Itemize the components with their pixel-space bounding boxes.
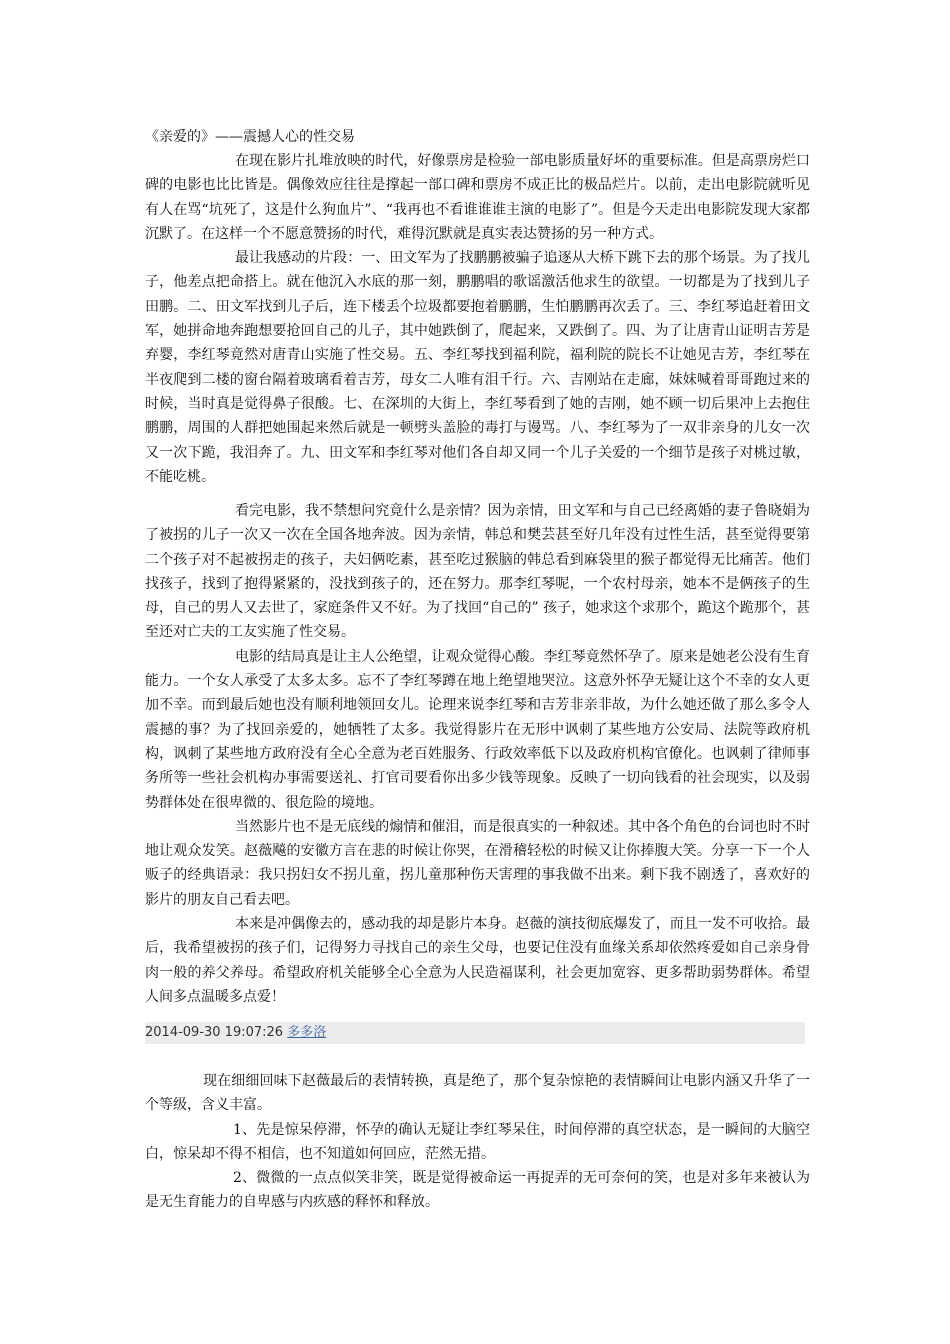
article-title: 《亲爱的》——震撼人心的性交易 (145, 129, 355, 145)
reply-paragraph-intro: 现在细细回味下赵薇最后的表情转换，真是绝了，那个复杂惊艳的表情瞬间让电影内涵又升华了一个等级，含义丰富。 (145, 1073, 810, 1114)
post-timestamp: 2014-09-30 19:07:26 (145, 1025, 284, 1040)
paragraph-ending: 电影的结局真是让主人公绝望，让观众觉得心酸。李红琴竟然怀孕了。原来是她老公没有生育能力。一个女人承受了太多太多。忘不了李红琴蹲在地上绝望地哭泣。这意外怀孕无疑让这个不幸的女人更加不幸。而到最后她也没有顺利地领回女儿。论理来说李红琴和吉芳非亲非故，为什么她还做了那么多令人震撼的事？为了找回亲爱的，她牺牲了太多。我觉得影片在无形中讽刺了某些地方公安局、法院等政府机构，讽刺了某些地方政府没有全心全意为老百姓服务、行政效率低下以及政府机构官僚化。也讽刺了律师事务所等一些社会机构办事需要送礼、打官司要看你出多少钱等现象。反映了一切向钱看的社会现实，以及弱势群体处在很卑微的、很危险的境地。 (145, 648, 810, 811)
paragraph-intro: 在现在影片扎堆放映的时代，好像票房是检验一部电影质量好坏的重要标准。但是高票房烂口碑的电影也比比皆是。偶像效应往往是撑起一部口碑和票房不成正比的极品烂片。以前，走出电影院就听见有人在骂“坑死了，这是什么狗血片”、“我再也不看谁谁谁主演的电影了”。但是今天走出电影院发现大家都沉默了。在这样一个不愿意赞扬的时代，难得沉默就是真实表达赞扬的另一种方式。 (145, 153, 810, 242)
paragraph-moving-scenes: 最让我感动的片段：一、田文军为了找鹏鹏被骗子追逐从大桥下跳下去的那个场景。为了找儿子，他差点把命搭上。就在他沉入水底的那一刻，鹏鹏唱的歌谣激活他求生的欲望。一切都是为了找到儿子田鹏。二、田文军找到儿子后，连下楼丢个垃圾都要抱着鹏鹏，生怕鹏鹏再次丢了。三、李红琴追赶着田文军，她拼命地奔跑想要抢回自己的儿子，其中她跌倒了，爬起来，又跌倒了。四、为了让唐青山证明吉芳是弃婴，李红琴竟然对唐青山实施了性交易。五、李红琴找到福利院，福利院的院长不让她见吉芳，李红琴在半夜爬到二楼的窗台隔着玻璃看着吉芳，母女二人唯有泪千行。六、吉刚站在走廊，妹妹喊着哥哥跑过来的时候，当时真是觉得鼻子很酸。七、在深圳的大街上，李红琴看到了她的吉刚，她不顾一切后果冲上去抱住鹏鹏，周围的人群把她围起来然后就是一顿劈头盖脸的毒打与谩骂。八、李红琴为了一双非亲身的儿女一次又一次下跪，我泪奔了。九、田文军和李红琴对他们各自却又同一个儿子关爱的一个细节是孩子对桃过敏，不能吃桃。 (145, 250, 810, 485)
author-link[interactable]: 多多洛 (287, 1025, 327, 1040)
reply-paragraph-point-1: 1、先是惊呆停滞，怀孕的确认无疑让李红琴呆住，时间停滞的真空状态，是一瞬间的大脑空白，惊呆却不得不相信，也不知道如何回应，茫然无措。 (145, 1121, 810, 1162)
paragraph-conclusion: 本来是冲偶像去的，感动我的却是影片本身。赵薇的演技彻底爆发了，而且一发不可收拾。最后，我希望被拐的孩子们，记得努力寻找自己的亲生父母，也要记住没有血缘关系却依然疼爱如自己亲身骨肉一般的养父养母。希望政府机关能够全心全意为人民造福谋利，社会更加宽容、更多帮助弱势群体。希望人间多点温暖多点爱！ (145, 916, 810, 1005)
reply-paragraph-point-2: 2、微微的一点点似笑非笑，既是觉得被命运一再捉弄的无可奈何的笑，也是对多年来被认为是无生育能力的自卑感与内疚感的释怀和释放。 (145, 1170, 810, 1211)
paragraph-humor: 当然影片也不是无底线的煽情和催泪，而是很真实的一种叙述。其中各个角色的台词也时不时地让观众发笑。赵薇飚的安徽方言在悲的时候让你哭，在滑稽轻松的时候又让你捧腹大笑。分享一下一个人贩子的经典语录：我只拐妇女不拐儿童，拐儿童那种伤天害理的事我做不出来。剩下我不剧透了，喜欢好的影片的朋友自己看去吧。 (145, 818, 810, 908)
article-body-part-2 (145, 499, 810, 1009)
article-body-part-1 (145, 149, 810, 489)
post-meta-bar (145, 1022, 805, 1044)
paragraph-family-love: 看完电影，我不禁想问究竟什么是亲情？因为亲情，田文军和与自己已经离婚的妻子鲁晓娟为了被拐的儿子一次又一次在全国各地奔波。因为亲情，韩总和樊芸甚至好几年没有过性生活，甚至觉得要第二个孩子对不起被拐走的孩子，夫妇俩吃素，甚至吃过猴脑的韩总看到麻袋里的猴子都觉得无比痛苦。他们找孩子，找到了抱得紧紧的，没找到孩子的，还在努力。那李红琴呢，一个农村母亲，她本不是俩孩子的生母，自己的男人又去世了，家庭条件又不好。为了找回“自己的” 孩子，她求这个求那个，跪这个跪那个，甚至还对亡夫的工友实施了性交易。 (145, 503, 810, 641)
reply-body (145, 1069, 810, 1215)
